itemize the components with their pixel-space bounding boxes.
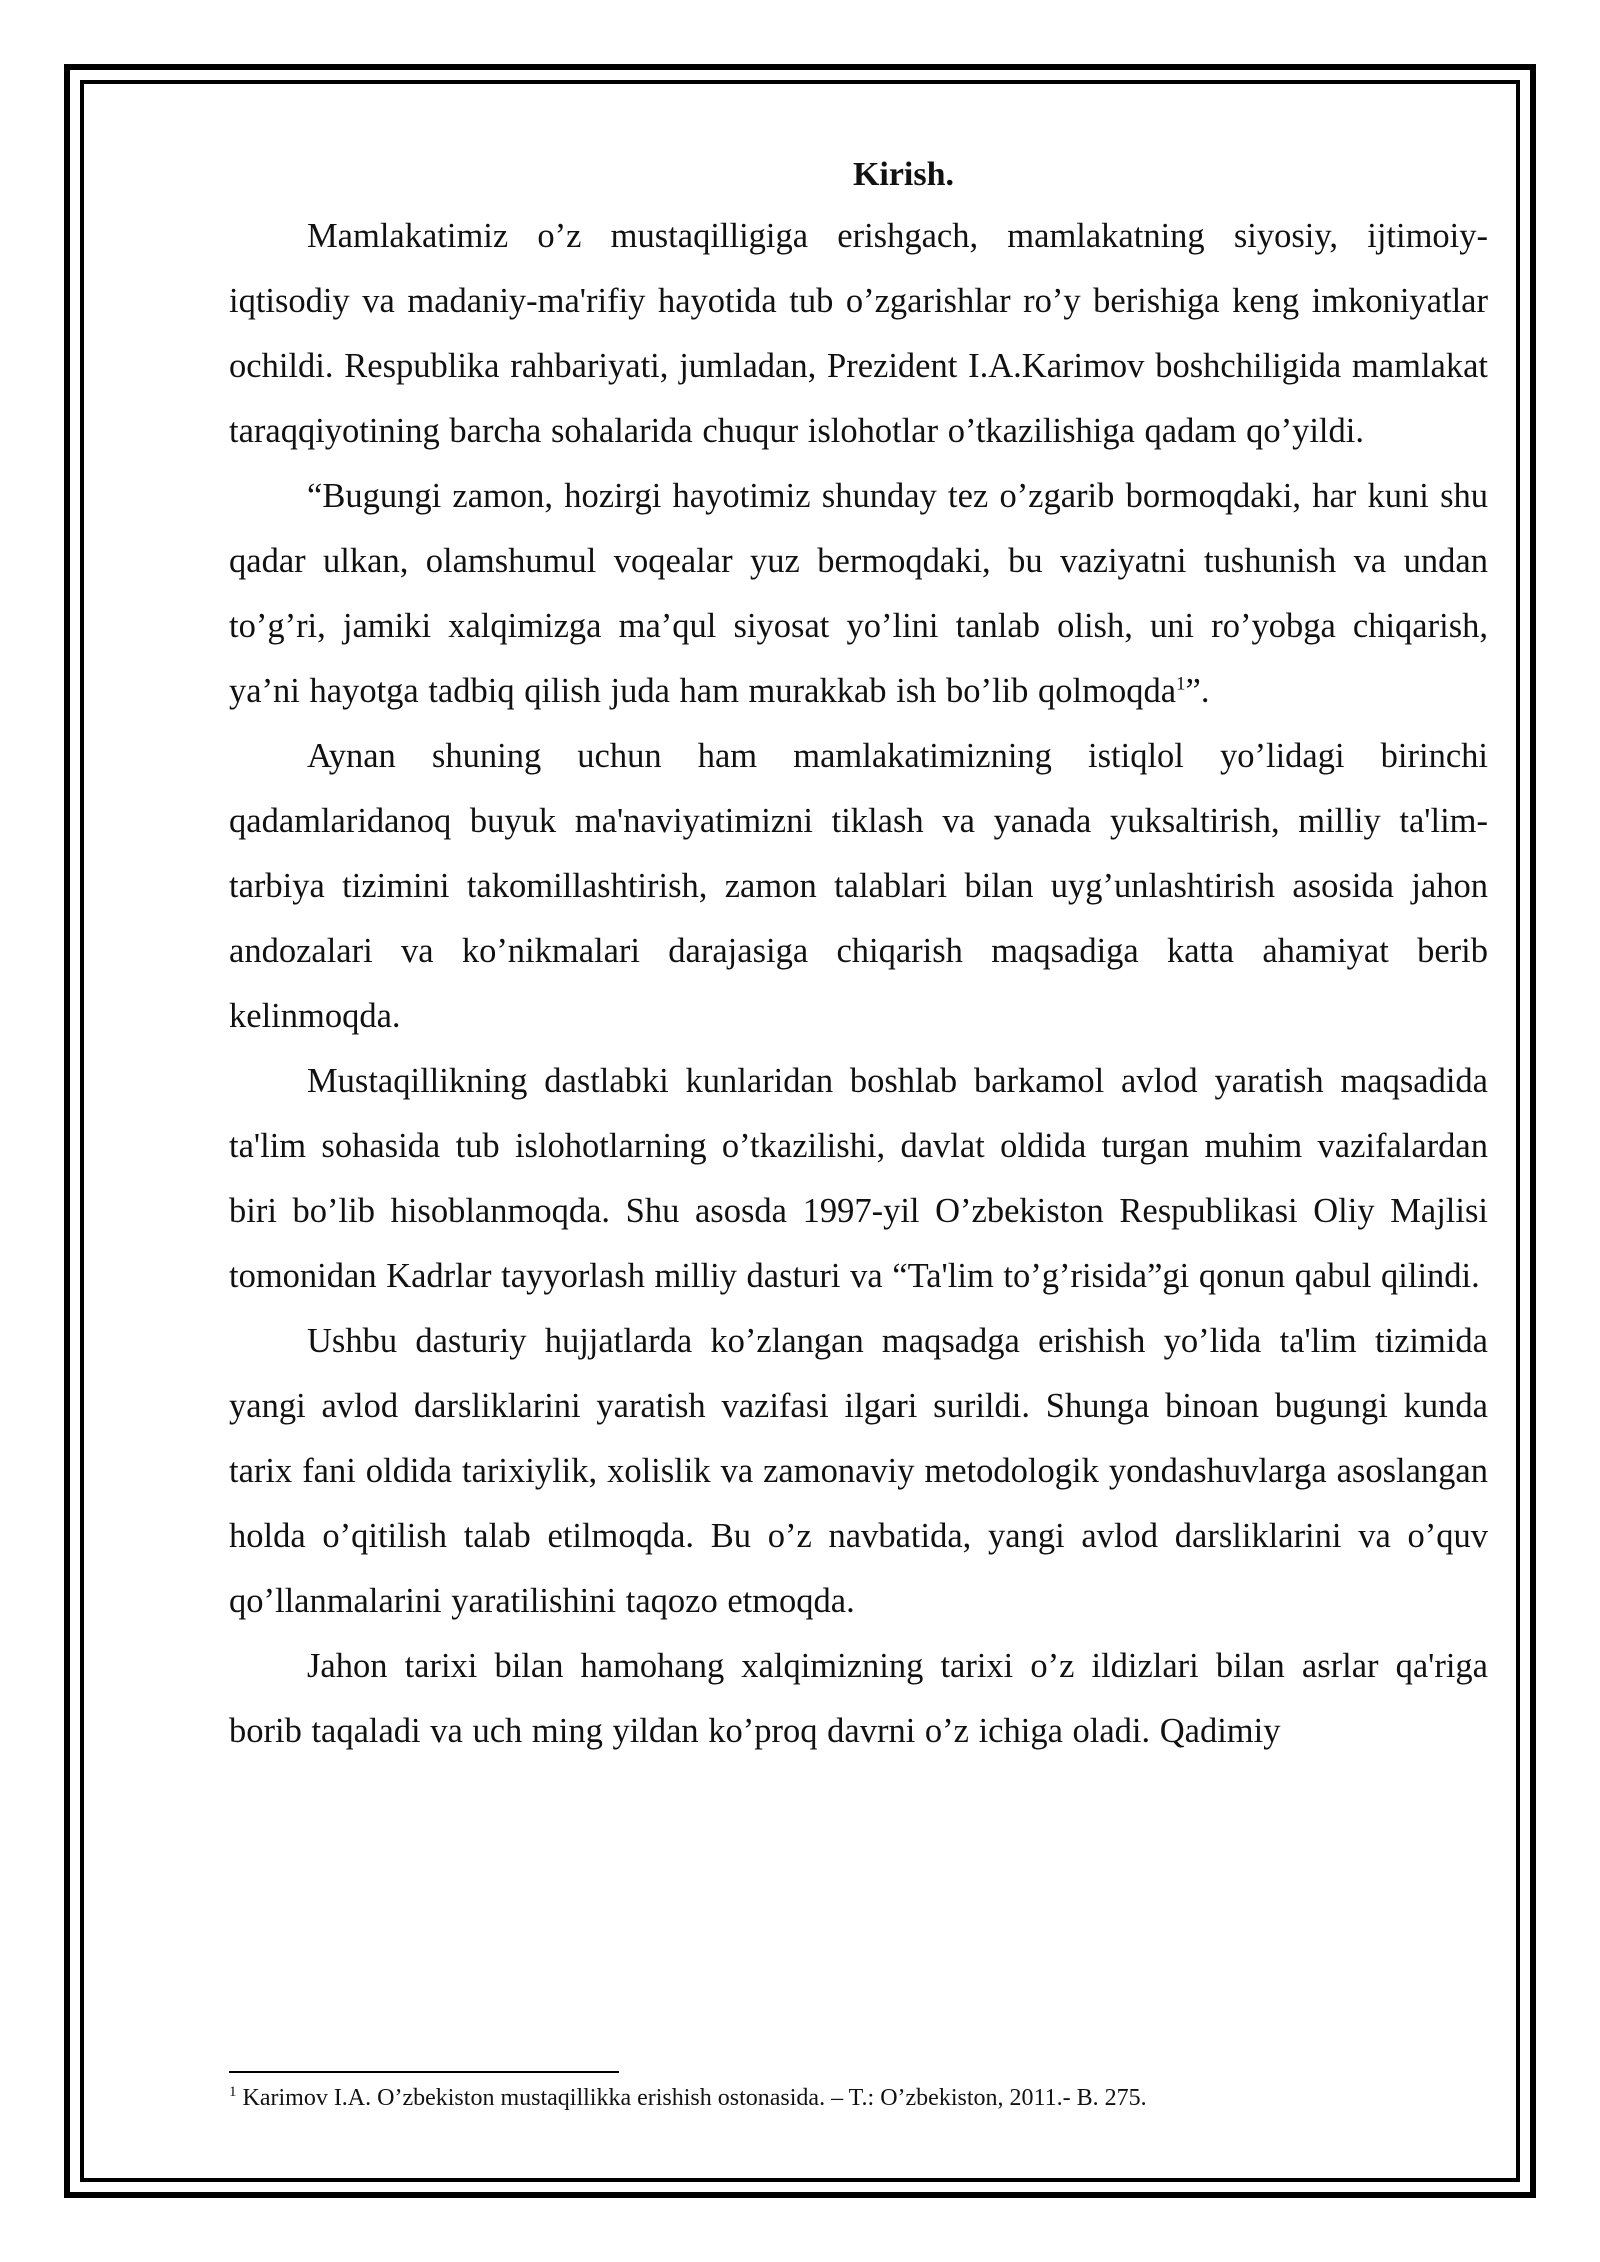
paragraph-5: Ushbu dasturiy hujjatlarda ko’zlangan maqsadga erishish yo’lida ta'lim tizimida yangi avlod darsliklarini yaratish vazifasi ilgari surildi. Shunga binoan bugungi kunda tarix fani oldida tarixiylik, xolislik va zamonaviy metodologik yondashuvlarga asoslangan holda o’qitilish talab etilmoqda. Bu o’z navbatida, yangi avlod darsliklarini va o’quv qo’llanmalarini yaratilishini taqozo etmoqda. [229,1322,1488,1620]
page-body [229,146,1488,1764]
paragraph-2-closing: ”. [1185,672,1210,710]
paragraph-4: Mustaqillikning dastlabki kunlaridan boshlab barkamol avlod yaratish maqsadida ta'lim sohasida tub islohotlarning o’tkazilishi, davlat oldida turgan muhim vazifalardan biri bo’lib hisoblanmoqda. Shu asosda 1997-yil O’zbekiston Respublikasi Oliy Majlisi tomonidan Kadrlar tayyorlash milliy dasturi va “Ta'lim to’g’risida”gi qonun qabul qilindi. [229,1062,1488,1295]
paragraph-1: Mamlakatimiz o’z mustaqilligiga erishgach, mamlakatning siyosiy, ijtimoiy-iqtisodiy va madaniy-ma'rifiy hayotida tub o’zgarishlar ro’y berishiga keng imkoniyatlar ochildi. Respublika rahbariyati, jumladan, Prezident I.A.Karimov boshchiligida mamlakat taraqqiyotining barcha sohalarida chuqur islohotlar o’tkazilishiga qadam qo’yildi. [229,217,1488,450]
paragraph-2 [229,464,1488,724]
footnote-text: Karimov I.A. O’zbekiston mustaqillikka erishish ostonasida. – T.: O’zbekiston, 2011.- B. 275. [242,2085,1147,2111]
footnote [229,2080,1488,2116]
paragraph-2-text: “Bugungi zamon, hozirgi hayotimiz shunday tez o’zgarib bormoqdaki, har kuni shu qadar ulkan, olamshumul voqealar yuz bermoqdaki, bu vaziyatni tushunish va undan to’g’ri, jamiki xalqimizga ma’qul siyosat yo’lini tanlab olish, uni ro’yobga chiqarish, ya’ni hayotga tadbiq qilish juda ham murakkab ish bo’lib qolmoqda [229,477,1488,710]
paragraph-3: Aynan shuning uchun ham mamlakatimizning istiqlol yo’lidagi birinchi qadamlaridanoq buyuk ma'naviyatimizni tiklash va yanada yuksaltirish, milliy ta'lim-tarbiya tizimini takomillashtirish, zamon talablari bilan uyg’unlashtirish asosida jahon andozalari va ko’nikmalari darajasiga chiqarish maqsadiga katta ahamiyat berib kelinmoqda. [229,737,1488,1035]
document-title: Kirish. [852,156,955,193]
paragraph-6: Jahon tarixi bilan hamohang xalqimizning tarixi o’z ildizlari bilan asrlar qa'riga borib taqaladi va uch ming yildan ko’proq davrni o’z ichiga oladi. Qadimiy [229,1647,1488,1750]
footnote-marker: 1 [229,2084,237,2100]
footnote-reference[interactable]: 1 [1176,673,1186,695]
footnote-separator [229,2071,619,2073]
